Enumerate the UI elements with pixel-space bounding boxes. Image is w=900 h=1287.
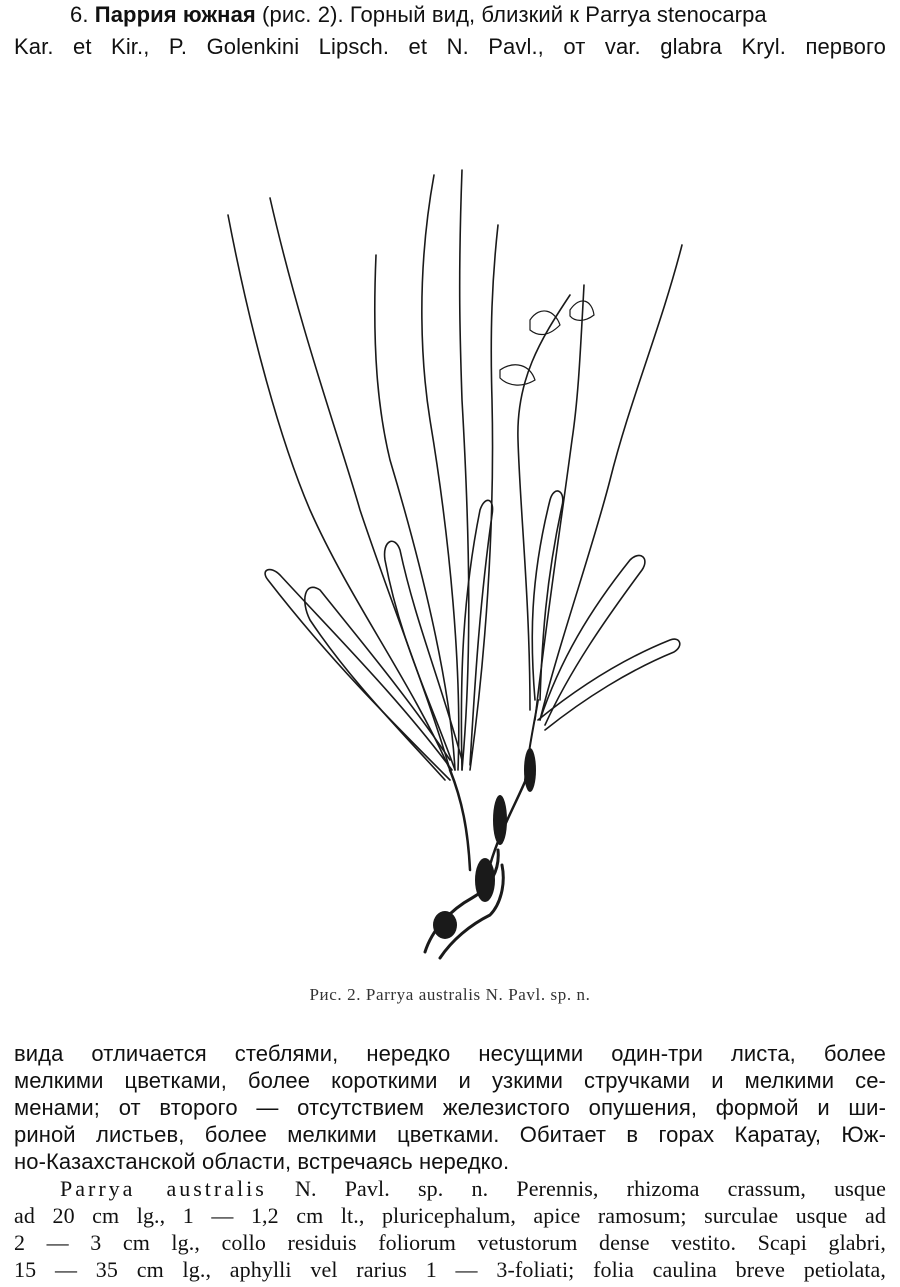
body-line-2: мелкими цветками, более короткими и узкими стручками и мелкими се- <box>14 1068 886 1093</box>
latin-species-name: Parrya australis <box>60 1176 267 1201</box>
latin-line-1 <box>60 1176 886 1202</box>
body-line-4: риной листьев, более мелкими цветками. Обитает в горах Каратау, Юж- <box>14 1122 886 1147</box>
section-number: 6. <box>70 2 89 27</box>
header-line-2: Kar. et Kir., P. Golenkini Lipsch. et N. Pavl., от var. glabra Kryl. первого <box>14 34 886 59</box>
body-line-5: но-Казахстанской области, встречаясь нередко. <box>14 1149 510 1174</box>
header-line-1-text: (рис. 2). Горный вид, близкий к Parrya stenocarpa <box>255 2 767 27</box>
species-title: Паррия южная <box>94 2 256 27</box>
body-line-1: вида отличается стеблями, нередко несущими один-три листа, более <box>14 1041 886 1066</box>
header-line-1 <box>70 2 886 28</box>
body-line-3: менами; от второго — отсутствием железистого опушения, формой и ши- <box>14 1095 886 1120</box>
plant-illustration-icon <box>200 80 720 970</box>
plant-illustration <box>200 80 720 970</box>
latin-line-2: ad 20 cm lg., 1 — 1,2 cm lt., pluricephalum, apice ramosum; surculae usque ad <box>14 1203 886 1228</box>
latin-line-3: 2 — 3 cm lg., collo residuis foliorum vetustorum dense vestito. Scapi glabri, <box>14 1230 886 1255</box>
latin-line-1-text: N. Pavl. sp. n. Perennis, rhizoma crassum, usque <box>266 1176 886 1201</box>
figure-caption: Рис. 2. Parrya australis N. Pavl. sp. n. <box>309 985 591 1004</box>
latin-line-4: 15 — 35 cm lg., aphylli vel rarius 1 — 3-foliati; folia caulina breve petiolata, <box>14 1257 886 1282</box>
